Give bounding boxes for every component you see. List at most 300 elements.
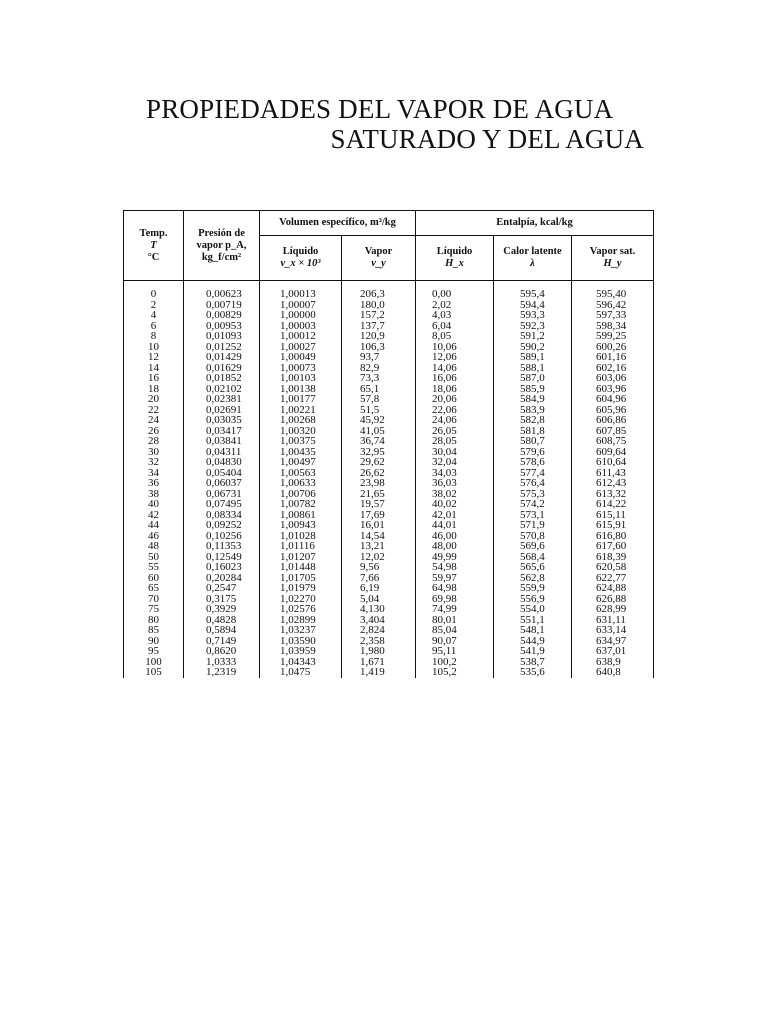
table-cell: 633,14 xyxy=(572,625,654,636)
table-row xyxy=(124,436,654,447)
table-cell: 95 xyxy=(124,646,184,657)
table-cell: 0,04830 xyxy=(184,457,260,468)
table-cell: 157,2 xyxy=(342,310,416,321)
table-cell: 3,404 xyxy=(342,615,416,626)
table-cell: 1,03237 xyxy=(260,625,342,636)
table-row xyxy=(124,646,654,657)
table-cell: 90,07 xyxy=(416,636,494,647)
table-cell: 38,02 xyxy=(416,489,494,500)
table-row xyxy=(124,447,654,458)
table-cell: 26 xyxy=(124,426,184,437)
table-cell: 571,9 xyxy=(494,520,572,531)
table-cell: 34 xyxy=(124,468,184,479)
table-cell: 44,01 xyxy=(416,520,494,531)
table-cell: 70 xyxy=(124,594,184,605)
table-cell: 0,20284 xyxy=(184,573,260,584)
table-cell: 593,3 xyxy=(494,310,572,321)
table-cell: 1,00007 xyxy=(260,300,342,311)
table-cell: 26,05 xyxy=(416,426,494,437)
table-cell: 38 xyxy=(124,489,184,500)
table-row xyxy=(124,478,654,489)
table-cell: 606,86 xyxy=(572,415,654,426)
table-cell: 1,00177 xyxy=(260,394,342,405)
table-cell: 559,9 xyxy=(494,583,572,594)
table-cell: 4 xyxy=(124,310,184,321)
header-enthalpy: Entalpía, kcal/kg xyxy=(416,211,654,236)
header-specific-volume: Volumen específico, m³/kg xyxy=(260,211,416,236)
table-cell: 0,07495 xyxy=(184,499,260,510)
table-row xyxy=(124,520,654,531)
table-cell: 0,10256 xyxy=(184,531,260,542)
table-cell: 6 xyxy=(124,321,184,332)
table-cell: 1,00497 xyxy=(260,457,342,468)
table-cell: 4,03 xyxy=(416,310,494,321)
table-cell: 28 xyxy=(124,436,184,447)
header-enthalpy-liquid: Líquido H_x xyxy=(416,236,494,281)
table-cell: 42,01 xyxy=(416,510,494,521)
table-cell: 597,33 xyxy=(572,310,654,321)
title-line-2: SATURADO Y DEL AGUA xyxy=(330,124,644,154)
table-cell: 80 xyxy=(124,615,184,626)
table-cell: 580,7 xyxy=(494,436,572,447)
table-cell: 1,02899 xyxy=(260,615,342,626)
table-cell: 105 xyxy=(124,667,184,678)
table-cell: 100,2 xyxy=(416,657,494,668)
table-cell: 0,03417 xyxy=(184,426,260,437)
table-cell: 51,5 xyxy=(342,405,416,416)
table-cell: 0,00953 xyxy=(184,321,260,332)
table-cell: 638,9 xyxy=(572,657,654,668)
table-row xyxy=(124,594,654,605)
table-row xyxy=(124,415,654,426)
table-cell: 55 xyxy=(124,562,184,573)
table-cell: 50 xyxy=(124,552,184,563)
table-cell: 579,6 xyxy=(494,447,572,458)
table-cell: 613,32 xyxy=(572,489,654,500)
table-cell: 1,00000 xyxy=(260,310,342,321)
table-cell: 22 xyxy=(124,405,184,416)
header-volume-liquid: Líquido v_x × 10³ xyxy=(260,236,342,281)
table-cell: 602,16 xyxy=(572,363,654,374)
table-cell: 45,92 xyxy=(342,415,416,426)
table-cell: 587,0 xyxy=(494,373,572,384)
table-cell: 1,03590 xyxy=(260,636,342,647)
table-cell: 34,03 xyxy=(416,468,494,479)
table-cell: 0,00829 xyxy=(184,310,260,321)
table-cell: 0,01429 xyxy=(184,352,260,363)
table-cell: 1,2319 xyxy=(184,667,260,678)
table-cell: 631,11 xyxy=(572,615,654,626)
table-cell: 0 xyxy=(124,281,184,300)
table-cell: 2,02 xyxy=(416,300,494,311)
header-temperature: Temp. T °C xyxy=(124,211,184,281)
table-cell: 574,2 xyxy=(494,499,572,510)
table-row xyxy=(124,615,654,626)
table-cell: 569,6 xyxy=(494,541,572,552)
table-cell: 82,9 xyxy=(342,363,416,374)
table-cell: 584,9 xyxy=(494,394,572,405)
table-cell: 1,00782 xyxy=(260,499,342,510)
table-row xyxy=(124,489,654,500)
table-cell: 20 xyxy=(124,394,184,405)
table-cell: 601,16 xyxy=(572,352,654,363)
table-cell: 1,00049 xyxy=(260,352,342,363)
table-cell: 576,4 xyxy=(494,478,572,489)
table-cell: 603,06 xyxy=(572,373,654,384)
table-cell: 1,0475 xyxy=(260,667,342,678)
table-cell: 32,95 xyxy=(342,447,416,458)
table-cell: 0,00719 xyxy=(184,300,260,311)
table-cell: 590,2 xyxy=(494,342,572,353)
table-cell: 611,43 xyxy=(572,468,654,479)
header-enthalpy-vapor: Vapor sat. H_y xyxy=(572,236,654,281)
table-row xyxy=(124,384,654,395)
table-cell: 628,99 xyxy=(572,604,654,615)
table-cell: 582,8 xyxy=(494,415,572,426)
table-cell: 595,4 xyxy=(494,281,572,300)
table-cell: 0,8620 xyxy=(184,646,260,657)
table-cell: 595,40 xyxy=(572,281,654,300)
table-cell: 1,01979 xyxy=(260,583,342,594)
table-cell: 36 xyxy=(124,478,184,489)
table-cell: 1,00563 xyxy=(260,468,342,479)
table-cell: 598,34 xyxy=(572,321,654,332)
table-cell: 0,7149 xyxy=(184,636,260,647)
table-cell: 583,9 xyxy=(494,405,572,416)
table-cell: 46 xyxy=(124,531,184,542)
table-cell: 19,57 xyxy=(342,499,416,510)
table-cell: 573,1 xyxy=(494,510,572,521)
table-cell: 1,00027 xyxy=(260,342,342,353)
table-cell: 93,7 xyxy=(342,352,416,363)
table-cell: 1,00861 xyxy=(260,510,342,521)
table-cell: 592,3 xyxy=(494,321,572,332)
table-cell: 565,6 xyxy=(494,562,572,573)
table-row xyxy=(124,373,654,384)
table-cell: 1,01448 xyxy=(260,562,342,573)
table-cell: 54,98 xyxy=(416,562,494,573)
table-cell: 59,97 xyxy=(416,573,494,584)
title-line-1: PROPIEDADES DEL VAPOR DE AGUA xyxy=(146,94,614,124)
table-cell: 17,69 xyxy=(342,510,416,521)
table-row xyxy=(124,457,654,468)
table-row xyxy=(124,394,654,405)
table-cell: 1,419 xyxy=(342,667,416,678)
table-cell: 106,3 xyxy=(342,342,416,353)
table-cell: 69,98 xyxy=(416,594,494,605)
table-cell: 551,1 xyxy=(494,615,572,626)
table-cell: 596,42 xyxy=(572,300,654,311)
table-body xyxy=(124,281,654,678)
table-cell: 2,358 xyxy=(342,636,416,647)
table-cell: 14 xyxy=(124,363,184,374)
table-cell: 20,06 xyxy=(416,394,494,405)
table-cell: 0,3175 xyxy=(184,594,260,605)
table-cell: 605,96 xyxy=(572,405,654,416)
table-row xyxy=(124,541,654,552)
table-cell: 1,01207 xyxy=(260,552,342,563)
page-title xyxy=(146,94,646,154)
table-cell: 85,04 xyxy=(416,625,494,636)
table-cell: 57,8 xyxy=(342,394,416,405)
table-cell: 1,980 xyxy=(342,646,416,657)
table-row xyxy=(124,657,654,668)
table-cell: 0,06037 xyxy=(184,478,260,489)
table-cell: 24 xyxy=(124,415,184,426)
table-cell: 48,00 xyxy=(416,541,494,552)
table-row xyxy=(124,583,654,594)
table-cell: 568,4 xyxy=(494,552,572,563)
table-row xyxy=(124,342,654,353)
table-cell: 73,3 xyxy=(342,373,416,384)
table-cell: 1,01116 xyxy=(260,541,342,552)
table-cell: 0,05404 xyxy=(184,468,260,479)
table-cell: 30,04 xyxy=(416,447,494,458)
table-cell: 637,01 xyxy=(572,646,654,657)
table-cell: 615,11 xyxy=(572,510,654,521)
table-cell: 0,03841 xyxy=(184,436,260,447)
table-cell: 570,8 xyxy=(494,531,572,542)
table-cell: 120,9 xyxy=(342,331,416,342)
table-cell: 18 xyxy=(124,384,184,395)
table-row xyxy=(124,321,654,332)
table-cell: 49,99 xyxy=(416,552,494,563)
table-cell: 12 xyxy=(124,352,184,363)
table-cell: 1,00706 xyxy=(260,489,342,500)
table-cell: 2,824 xyxy=(342,625,416,636)
table-cell: 616,80 xyxy=(572,531,654,542)
table-cell: 14,06 xyxy=(416,363,494,374)
table-cell: 8 xyxy=(124,331,184,342)
table-cell: 85 xyxy=(124,625,184,636)
table-cell: 26,62 xyxy=(342,468,416,479)
table-cell: 541,9 xyxy=(494,646,572,657)
header-volume-vapor: Vapor v_y xyxy=(342,236,416,281)
table-cell: 1,00221 xyxy=(260,405,342,416)
table-cell: 589,1 xyxy=(494,352,572,363)
table-cell: 105,2 xyxy=(416,667,494,678)
table-cell: 1,00103 xyxy=(260,373,342,384)
table-cell: 612,43 xyxy=(572,478,654,489)
table-row xyxy=(124,331,654,342)
table-row xyxy=(124,562,654,573)
table-cell: 0,02381 xyxy=(184,394,260,405)
table-cell: 0,2547 xyxy=(184,583,260,594)
table-cell: 48 xyxy=(124,541,184,552)
table-cell: 575,3 xyxy=(494,489,572,500)
table-cell: 42 xyxy=(124,510,184,521)
table-cell: 1,04343 xyxy=(260,657,342,668)
table-cell: 40,02 xyxy=(416,499,494,510)
table-cell: 535,6 xyxy=(494,667,572,678)
table-cell: 600,26 xyxy=(572,342,654,353)
table-cell: 0,06731 xyxy=(184,489,260,500)
table-row xyxy=(124,281,654,300)
table-cell: 554,0 xyxy=(494,604,572,615)
table-cell: 16,06 xyxy=(416,373,494,384)
table-cell: 64,98 xyxy=(416,583,494,594)
table-row xyxy=(124,667,654,678)
table-cell: 538,7 xyxy=(494,657,572,668)
table-cell: 1,03959 xyxy=(260,646,342,657)
table-cell: 24,06 xyxy=(416,415,494,426)
table-cell: 626,88 xyxy=(572,594,654,605)
table-cell: 1,00633 xyxy=(260,478,342,489)
table-cell: 21,65 xyxy=(342,489,416,500)
table-cell: 75 xyxy=(124,604,184,615)
table-row xyxy=(124,300,654,311)
table-cell: 0,01252 xyxy=(184,342,260,353)
table-cell: 1,00320 xyxy=(260,426,342,437)
table-cell: 594,4 xyxy=(494,300,572,311)
table-cell: 28,05 xyxy=(416,436,494,447)
table-cell: 180,0 xyxy=(342,300,416,311)
table-cell: 0,01093 xyxy=(184,331,260,342)
table-cell: 90 xyxy=(124,636,184,647)
table-cell: 80,01 xyxy=(416,615,494,626)
table-cell: 14,54 xyxy=(342,531,416,542)
table-cell: 7,66 xyxy=(342,573,416,584)
table-cell: 29,62 xyxy=(342,457,416,468)
table-cell: 603,96 xyxy=(572,384,654,395)
table-cell: 1,00073 xyxy=(260,363,342,374)
table-cell: 581,8 xyxy=(494,426,572,437)
table-cell: 44 xyxy=(124,520,184,531)
table-cell: 1,00375 xyxy=(260,436,342,447)
table-row xyxy=(124,636,654,647)
table-cell: 13,21 xyxy=(342,541,416,552)
table-cell: 32,04 xyxy=(416,457,494,468)
table-cell: 60 xyxy=(124,573,184,584)
table-cell: 1,671 xyxy=(342,657,416,668)
table-cell: 0,09252 xyxy=(184,520,260,531)
table-cell: 1,00943 xyxy=(260,520,342,531)
table-row xyxy=(124,499,654,510)
table-cell: 74,99 xyxy=(416,604,494,615)
table-row xyxy=(124,625,654,636)
table-cell: 100 xyxy=(124,657,184,668)
table-row xyxy=(124,531,654,542)
table-cell: 1,01028 xyxy=(260,531,342,542)
table-cell: 137,7 xyxy=(342,321,416,332)
table-row xyxy=(124,363,654,374)
table-cell: 0,04311 xyxy=(184,447,260,458)
table-cell: 22,06 xyxy=(416,405,494,416)
table-cell: 604,96 xyxy=(572,394,654,405)
table-cell: 607,85 xyxy=(572,426,654,437)
table-row xyxy=(124,468,654,479)
table-cell: 578,6 xyxy=(494,457,572,468)
table-cell: 4,130 xyxy=(342,604,416,615)
table-cell: 1,01705 xyxy=(260,573,342,584)
table-row xyxy=(124,352,654,363)
table-row xyxy=(124,310,654,321)
header-latent-heat: Calor latente λ xyxy=(494,236,572,281)
table-cell: 0,02691 xyxy=(184,405,260,416)
table-cell: 1,00013 xyxy=(260,281,342,300)
table-row xyxy=(124,604,654,615)
table-cell: 2 xyxy=(124,300,184,311)
table-cell: 9,56 xyxy=(342,562,416,573)
table-cell: 16,01 xyxy=(342,520,416,531)
table-cell: 36,03 xyxy=(416,478,494,489)
table-cell: 36,74 xyxy=(342,436,416,447)
table-cell: 1,00003 xyxy=(260,321,342,332)
table-cell: 0,08334 xyxy=(184,510,260,521)
table-cell: 634,97 xyxy=(572,636,654,647)
table-cell: 16 xyxy=(124,373,184,384)
table-cell: 6,04 xyxy=(416,321,494,332)
steam-properties-table xyxy=(123,210,654,678)
table-cell: 0,00 xyxy=(416,281,494,300)
table-cell: 615,91 xyxy=(572,520,654,531)
table-cell: 610,64 xyxy=(572,457,654,468)
table-cell: 620,58 xyxy=(572,562,654,573)
table-cell: 1,00435 xyxy=(260,447,342,458)
table-cell: 618,39 xyxy=(572,552,654,563)
table-cell: 46,00 xyxy=(416,531,494,542)
table-cell: 614,22 xyxy=(572,499,654,510)
table-cell: 0,3929 xyxy=(184,604,260,615)
table-cell: 6,19 xyxy=(342,583,416,594)
table-cell: 608,75 xyxy=(572,436,654,447)
table-cell: 1,00268 xyxy=(260,415,342,426)
table-cell: 585,9 xyxy=(494,384,572,395)
table-cell: 95,11 xyxy=(416,646,494,657)
table-cell: 0,02102 xyxy=(184,384,260,395)
table-cell: 0,00623 xyxy=(184,281,260,300)
table-cell: 12,06 xyxy=(416,352,494,363)
table-cell: 556,9 xyxy=(494,594,572,605)
table-cell: 1,00012 xyxy=(260,331,342,342)
table-cell: 0,16023 xyxy=(184,562,260,573)
table-cell: 617,60 xyxy=(572,541,654,552)
table-cell: 588,1 xyxy=(494,363,572,374)
table-cell: 32 xyxy=(124,457,184,468)
header-pressure: Presión de vapor p_A, kg_f/cm² xyxy=(184,211,260,281)
table-cell: 10 xyxy=(124,342,184,353)
table-cell: 10,06 xyxy=(416,342,494,353)
table-cell: 23,98 xyxy=(342,478,416,489)
table-row xyxy=(124,510,654,521)
table-cell: 18,06 xyxy=(416,384,494,395)
table-cell: 12,02 xyxy=(342,552,416,563)
table-row xyxy=(124,573,654,584)
table-cell: 5,04 xyxy=(342,594,416,605)
table-row xyxy=(124,405,654,416)
table-row xyxy=(124,552,654,563)
table-cell: 591,2 xyxy=(494,331,572,342)
table-cell: 0,01852 xyxy=(184,373,260,384)
table-cell: 0,01629 xyxy=(184,363,260,374)
table-cell: 1,0333 xyxy=(184,657,260,668)
table-cell: 609,64 xyxy=(572,447,654,458)
table-row xyxy=(124,426,654,437)
table-cell: 0,03035 xyxy=(184,415,260,426)
table-cell: 65,1 xyxy=(342,384,416,395)
table-cell: 1,02270 xyxy=(260,594,342,605)
table-cell: 577,4 xyxy=(494,468,572,479)
table-cell: 599,25 xyxy=(572,331,654,342)
table-cell: 548,1 xyxy=(494,625,572,636)
table-cell: 206,3 xyxy=(342,281,416,300)
table-cell: 622,77 xyxy=(572,573,654,584)
table-cell: 562,8 xyxy=(494,573,572,584)
table-cell: 0,12549 xyxy=(184,552,260,563)
table-cell: 8,05 xyxy=(416,331,494,342)
table-cell: 0,4828 xyxy=(184,615,260,626)
table-cell: 40 xyxy=(124,499,184,510)
